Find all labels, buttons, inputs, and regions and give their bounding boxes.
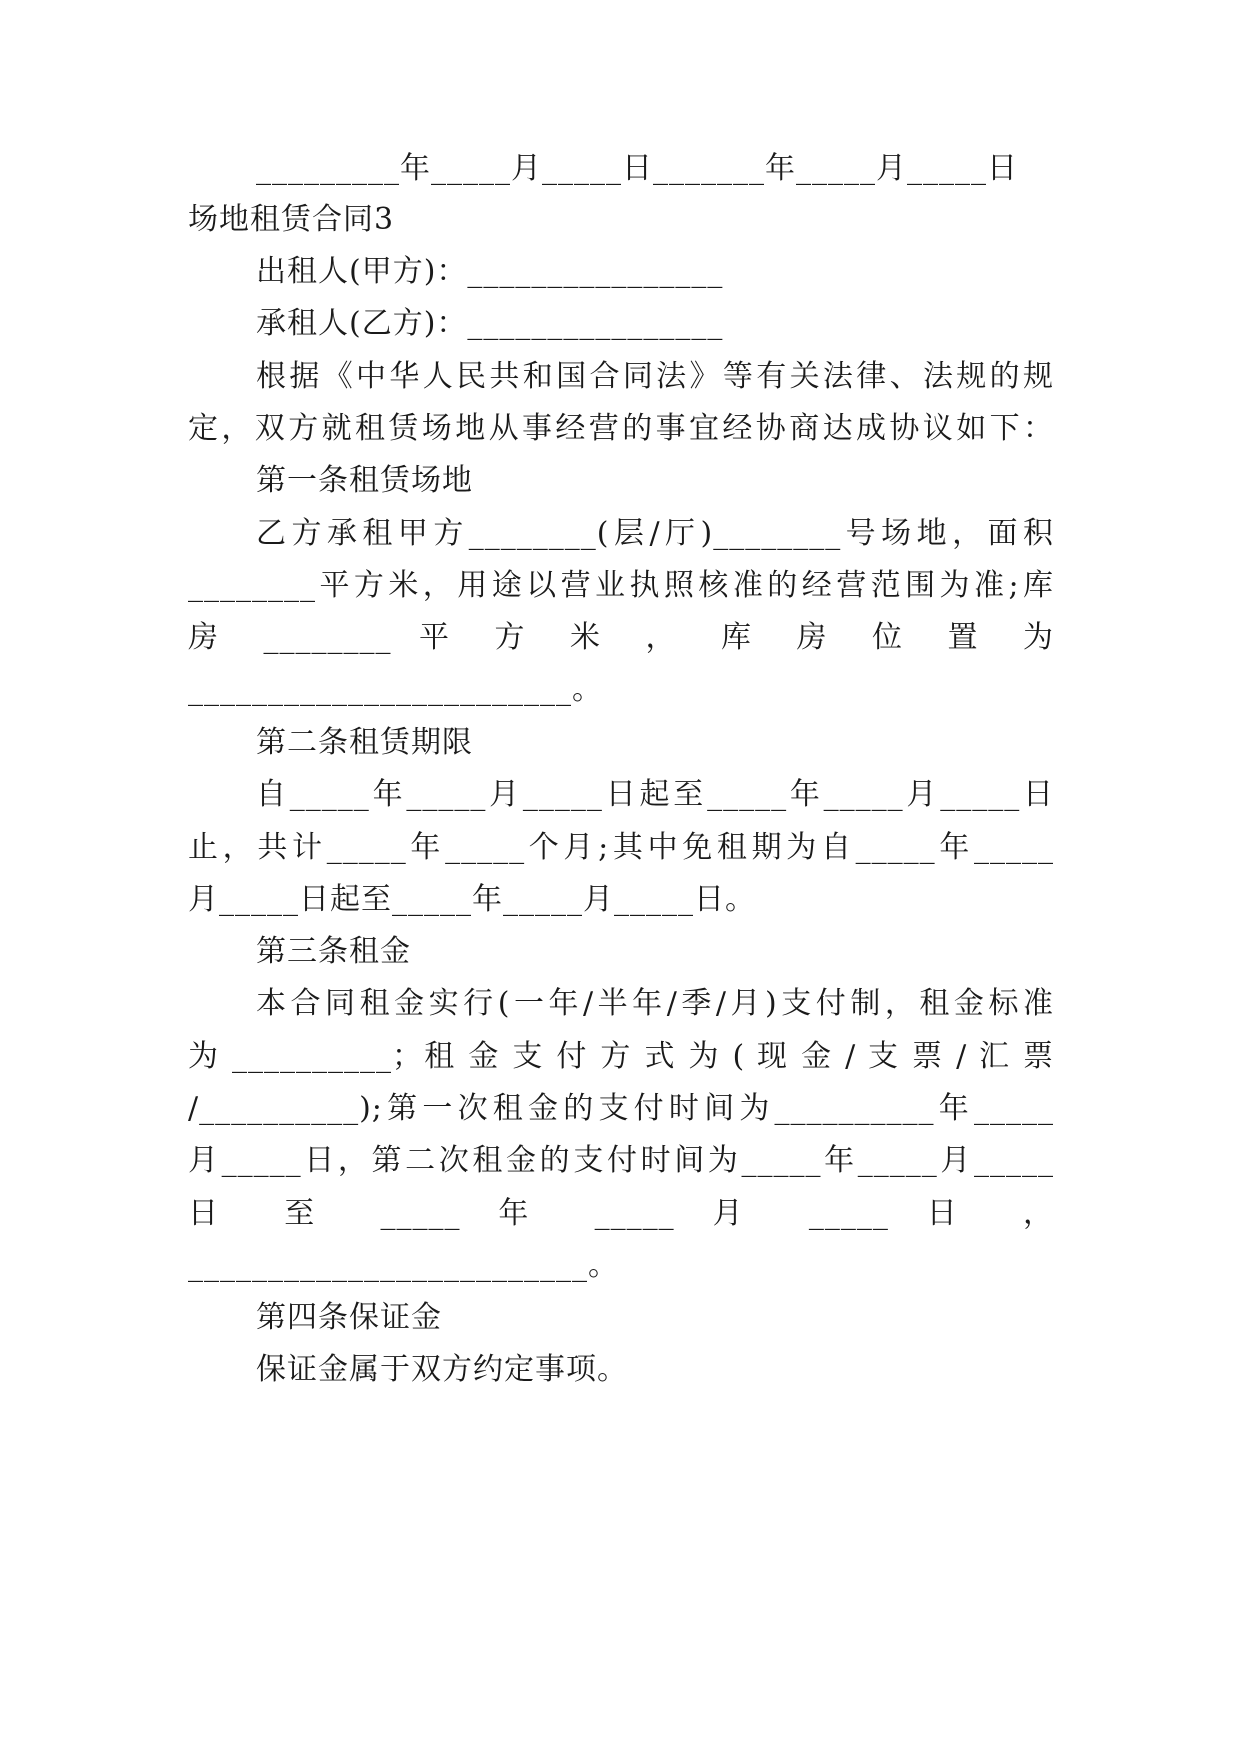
article-3-line-5: 日 至 _____ 年 _____ 月 _____ 日 ， bbox=[188, 1196, 1054, 1231]
article-4-heading: 第四条保证金 bbox=[256, 1300, 442, 1335]
article-3-line-2: 为 __________；租 金 支 付 方 式 为 ( 现 金 / 支 票 / 汇 票 bbox=[188, 1039, 1054, 1074]
article-3-line-4: 月_____日，第二次租金的支付时间为_____年_____月_____ bbox=[188, 1143, 1054, 1178]
article-1-line-3: 房 ________ 平 方 米 ， 库 房 位 置 为 bbox=[188, 620, 1054, 655]
article-1-line-4: ________________________。 bbox=[188, 672, 603, 707]
article-1-line-1: 乙方承租甲方________(层/厅)________号场地，面积 bbox=[256, 516, 1054, 551]
article-2-line-3: 月_____日起至_____年_____月_____日。 bbox=[188, 882, 756, 917]
preamble-line-1: 根据《中华人民共和国合同法》等有关法律、法规的规 bbox=[256, 359, 1054, 394]
article-2-line-2: 止，共计_____年_____个月;其中免租期为自_____年_____ bbox=[188, 830, 1054, 865]
article-3-line-3: /__________);第一次租金的支付时间为__________年_____ bbox=[188, 1091, 1054, 1126]
article-3-line-1: 本合同租金实行(一年/半年/季/月)支付制，租金标准 bbox=[256, 986, 1054, 1021]
date-line: _________年_____月_____日_______年_____月_____日 bbox=[256, 151, 1018, 186]
lessor-line: 出租人(甲方)：________________ bbox=[256, 254, 724, 289]
article-2-heading: 第二条租赁期限 bbox=[256, 725, 473, 760]
lessee-line: 承租人(乙方)：________________ bbox=[256, 306, 724, 341]
contract-title: 场地租赁合同3 bbox=[188, 202, 395, 237]
article-1-heading: 第一条租赁场地 bbox=[256, 463, 473, 498]
article-3-line-6: _________________________。 bbox=[188, 1248, 619, 1283]
preamble-line-2: 定，双方就租赁场地从事经营的事宜经协商达成协议如下： bbox=[188, 411, 1054, 446]
article-1-line-2: ________平方米，用途以营业执照核准的经营范围为准;库 bbox=[188, 568, 1054, 603]
article-4-line-1: 保证金属于双方约定事项。 bbox=[256, 1352, 628, 1387]
article-2-line-1: 自_____年_____月_____日起至_____年_____月_____日 bbox=[256, 777, 1054, 812]
article-3-heading: 第三条租金 bbox=[256, 934, 411, 969]
